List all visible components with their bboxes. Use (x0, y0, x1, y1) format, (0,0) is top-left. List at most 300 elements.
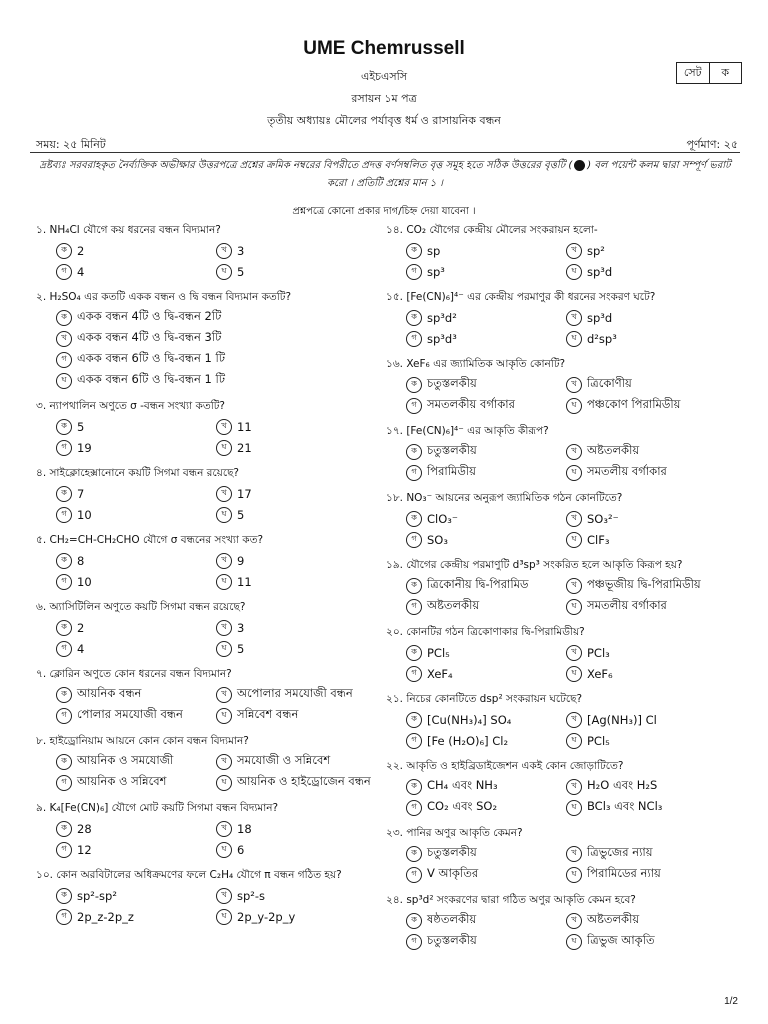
question-line (386, 489, 741, 508)
option-letter-circle: গ (56, 264, 72, 280)
option-letter-circle: গ (406, 331, 422, 347)
option-text: SO₃ (427, 532, 448, 547)
question-number: ২৪. (386, 894, 403, 906)
instructions-note: প্রশ্নপত্রে কোনো প্রকার দাগ/চিহ্ন দেয়া যাবেনা । (292, 206, 476, 217)
option-letter-circle: গ (406, 733, 422, 749)
option-text: 2 (77, 243, 85, 258)
questions-right-column (386, 221, 741, 958)
answer-option[interactable] (216, 240, 396, 261)
option-letter-circle: ক (56, 888, 72, 904)
answer-option[interactable] (406, 797, 566, 818)
option-letter-circle: ঘ (216, 775, 232, 791)
set-label: সেট (683, 65, 702, 79)
option-letter-circle: ঘ (216, 842, 232, 858)
option-text: sp³d³ (427, 331, 457, 346)
answer-option[interactable] (566, 864, 746, 885)
option-text: চতুস্তলকীয় (427, 443, 477, 457)
question-item (386, 288, 741, 349)
question-number: ৪. (36, 467, 47, 479)
question-line (386, 891, 741, 910)
answer-option[interactable] (406, 596, 566, 617)
question-text: ক্লোরিন অণুতে কোন ধরনের বন্ধন বিদ্যমান? (49, 668, 232, 680)
filled-circle-icon (574, 160, 585, 171)
answer-option[interactable] (566, 529, 746, 550)
answer-option[interactable] (56, 550, 216, 571)
question-line (386, 556, 741, 575)
question-number: ৫. (36, 534, 47, 546)
option-text: পঞ্চভূজীয় দ্বি-পিরামিডীয় (587, 577, 701, 591)
option-text: পিরামিডীয় (427, 464, 476, 478)
option-letter-circle: ঘ (56, 373, 72, 389)
option-letter-circle: গ (56, 440, 72, 456)
answer-option[interactable] (566, 843, 746, 864)
answer-option[interactable] (566, 730, 746, 751)
options-group (386, 508, 741, 550)
options-group (386, 441, 741, 483)
option-letter-circle: ঘ (216, 507, 232, 523)
question-number: ২৩. (386, 827, 403, 839)
option-text: 3 (237, 243, 245, 258)
question-number: ১৫. (386, 291, 403, 303)
options-group (386, 776, 741, 818)
option-letter-circle: খ (566, 779, 582, 795)
question-number: ১০. (36, 869, 53, 881)
option-letter-circle: ঘ (216, 574, 232, 590)
question-text: আকৃতি ও হাইব্রিডাইজেশন একই কোন জোড়াটিতে? (406, 760, 624, 772)
option-letter-circle: ক (56, 486, 72, 502)
question-number: ৬. (36, 601, 47, 613)
answer-option[interactable] (566, 642, 746, 663)
answer-option[interactable] (216, 906, 396, 927)
question-number: ১৪. (386, 224, 403, 236)
question-text: কোন অরবিটালের অধিক্রমণের ফলে C₂H₄ যৌগে π বন্ধন গঠিত হয়? (56, 869, 342, 881)
answer-option[interactable] (406, 395, 566, 416)
answer-option[interactable] (406, 642, 566, 663)
option-text: অষ্টতলকীয় (427, 598, 480, 612)
answer-option[interactable] (216, 483, 396, 504)
option-letter-circle: ঘ (216, 641, 232, 657)
answer-option[interactable] (216, 504, 396, 525)
question-number: ২. (36, 291, 47, 303)
option-letter-circle: গ (406, 599, 422, 615)
option-text: একক বন্ধন 4টি ও দ্বি-বন্ধন 2টি (77, 309, 222, 323)
answer-option[interactable] (56, 705, 216, 726)
question-item (386, 623, 741, 684)
answer-option[interactable] (216, 617, 396, 638)
question-item (386, 891, 741, 952)
option-text: 6 (237, 842, 245, 857)
answer-option[interactable] (56, 328, 386, 349)
answer-option[interactable] (566, 240, 746, 261)
option-letter-circle: ঘ (566, 532, 582, 548)
option-letter-circle: গ (56, 775, 72, 791)
question-text: H₂SO₄ এর কতটি একক বন্ধন ও দ্বি বন্ধন বিদ্যমান কতটি? (49, 291, 292, 303)
answer-option[interactable] (406, 931, 566, 952)
answer-option[interactable] (406, 910, 566, 931)
answer-option[interactable] (406, 462, 566, 483)
header-divider (30, 152, 740, 153)
options-group (36, 416, 391, 458)
option-letter-circle: ঘ (566, 599, 582, 615)
option-text: 11 (237, 419, 252, 434)
option-text: একক বন্ধন 6টি ও দ্বি-বন্ধন 1 টি (77, 351, 226, 365)
question-line (36, 665, 391, 684)
answer-option[interactable] (216, 705, 396, 726)
option-text: ত্রিকোণীয় (587, 376, 632, 390)
option-letter-circle: খ (216, 888, 232, 904)
answer-option[interactable] (216, 818, 396, 839)
option-letter-circle: খ (566, 444, 582, 460)
answer-option[interactable] (56, 349, 386, 370)
option-letter-circle: গ (406, 934, 422, 950)
option-text: sp (427, 243, 441, 258)
option-text: একক বন্ধন 4টি ও দ্বি-বন্ধন 3টি (77, 330, 222, 344)
answer-option[interactable] (406, 374, 566, 395)
answer-option[interactable] (56, 571, 216, 592)
answer-option[interactable] (216, 550, 396, 571)
question-text: কোনটির গঠন ত্রিকোণাকার দ্বি-পিরামিডীয়? (406, 626, 585, 638)
option-letter-circle: খ (216, 620, 232, 636)
question-item (36, 732, 391, 793)
option-letter-circle: ক (56, 620, 72, 636)
option-text: আয়নিক ও হাইড্রোজেন বন্ধন (237, 774, 371, 788)
question-text: CH₂=CH-CH₂CHO যৌগে σ বন্ধনের সংখ্যা কত? (49, 534, 264, 546)
option-letter-circle: গ (56, 842, 72, 858)
answer-option[interactable] (406, 843, 566, 864)
question-item (36, 397, 391, 458)
option-letter-circle: গ (56, 352, 72, 368)
answer-option[interactable] (56, 751, 216, 772)
option-letter-circle: ক (56, 419, 72, 435)
option-letter-circle: ক (406, 511, 422, 527)
option-text: ClF₃ (587, 532, 610, 547)
option-text: চতুস্তলকীয় (427, 376, 477, 390)
answer-option[interactable] (566, 931, 746, 952)
option-text: 3 (237, 620, 245, 635)
option-letter-circle: ক (406, 913, 422, 929)
option-letter-circle: ক (406, 444, 422, 460)
option-text: V আকৃতির (427, 866, 479, 880)
option-text: XeF₆ (587, 666, 613, 681)
option-letter-circle: খ (566, 511, 582, 527)
option-letter-circle: ঘ (566, 398, 582, 414)
answer-option[interactable] (406, 307, 566, 328)
question-line (386, 623, 741, 642)
option-letter-circle: গ (406, 666, 422, 682)
answer-option[interactable] (216, 638, 396, 659)
answer-option[interactable] (56, 416, 216, 437)
option-text: d²sp³ (587, 331, 617, 346)
option-letter-circle: ক (406, 712, 422, 728)
answer-option[interactable] (216, 437, 396, 458)
option-text: 10 (77, 507, 92, 522)
answer-option[interactable] (406, 441, 566, 462)
answer-option[interactable] (56, 684, 216, 705)
option-text: সমতলকীয় বর্গাকার (427, 397, 515, 411)
exam-title: UME Chemrussell (303, 38, 465, 59)
option-letter-circle: খ (56, 331, 72, 347)
option-text: পিরামিডের ন্যায় (587, 866, 661, 880)
answer-option[interactable] (406, 240, 566, 261)
answer-option[interactable] (406, 508, 566, 529)
option-letter-circle: খ (566, 846, 582, 862)
options-group (386, 374, 741, 416)
question-line (36, 464, 391, 483)
option-letter-circle: ক (406, 310, 422, 326)
option-text: 5 (237, 641, 245, 656)
option-letter-circle: গ (406, 264, 422, 280)
option-letter-circle: খ (566, 243, 582, 259)
option-letter-circle: খ (216, 553, 232, 569)
option-letter-circle: খ (216, 754, 232, 770)
options-group (36, 240, 391, 282)
option-text: 4 (77, 264, 85, 279)
question-text: K₄[Fe(CN)₆] যৌগে মোট কয়টি সিগমা বন্ধন বিদ্যমান? (49, 802, 279, 814)
option-text: অপোলার সমযোজী বন্ধন (237, 686, 353, 700)
option-letter-circle: গ (406, 465, 422, 481)
option-letter-circle: ক (56, 310, 72, 326)
question-line (36, 866, 391, 885)
answer-option[interactable] (566, 797, 746, 818)
answer-option[interactable] (406, 864, 566, 885)
option-text: 10 (77, 574, 92, 589)
option-letter-circle: গ (406, 398, 422, 414)
answer-option[interactable] (566, 709, 746, 730)
answer-option[interactable] (566, 910, 746, 931)
option-text: sp² (587, 243, 605, 258)
option-text: 17 (237, 486, 252, 501)
question-item (36, 665, 391, 726)
option-text: 9 (237, 553, 245, 568)
answer-option[interactable] (56, 617, 216, 638)
answer-option[interactable] (566, 575, 746, 596)
answer-option[interactable] (56, 504, 216, 525)
option-text: [Cu(NH₃)₄] SO₄ (427, 712, 512, 727)
answer-option[interactable] (56, 240, 216, 261)
answer-option[interactable] (56, 818, 216, 839)
question-number: ১৬. (386, 358, 403, 370)
option-text: XeF₄ (427, 666, 453, 681)
option-letter-circle: ঘ (216, 264, 232, 280)
set-value: ক (709, 63, 742, 83)
option-text: PCl₅ (427, 645, 450, 660)
option-text: sp³ (427, 264, 445, 279)
question-number: ১. (36, 224, 47, 236)
answer-option[interactable] (566, 328, 746, 349)
answer-option[interactable] (216, 839, 396, 860)
answer-option[interactable] (566, 261, 746, 282)
option-text: 5 (237, 264, 245, 279)
answer-option[interactable] (56, 437, 216, 458)
answer-option[interactable] (216, 751, 396, 772)
page-number: 1/2 (724, 996, 738, 1007)
option-letter-circle: ঘ (566, 264, 582, 280)
answer-option[interactable] (566, 441, 746, 462)
option-text: অষ্টতলকীয় (587, 443, 640, 457)
option-text: sp³d² (427, 310, 457, 325)
instructions-text-before: দ্রষ্টব্যঃ সরবরাহকৃত নৈর্ব্যক্তিক অভীক্ষার উত্তরপত্রে প্রশ্নের ক্রমিক নম্বরের বিপরীতে প্রদত্ত বর্ণসম্বলিত বৃত্ত সমূহ হতে সঠিক উত্তরের বৃত্তটি ( (39, 160, 573, 171)
option-text: CH₄ এবং NH₃ (427, 778, 498, 792)
answer-option[interactable] (56, 839, 216, 860)
option-text: sp²-sp² (77, 888, 117, 903)
question-item (386, 824, 741, 885)
option-letter-circle: খ (566, 712, 582, 728)
option-text: সমযোজী ও সন্নিবেশ (237, 753, 331, 767)
answer-option[interactable] (216, 416, 396, 437)
option-letter-circle: ক (56, 243, 72, 259)
option-text: 2p_z-2p_z (77, 909, 134, 924)
question-item (386, 355, 741, 416)
question-line (36, 799, 391, 818)
option-letter-circle: খ (566, 310, 582, 326)
question-line (36, 397, 391, 416)
option-letter-circle: ক (56, 821, 72, 837)
question-line (36, 288, 391, 307)
option-text: সন্নিবেশ বন্ধন (237, 707, 299, 721)
option-text: PCl₅ (587, 733, 610, 748)
question-item (36, 866, 391, 927)
question-text: sp³d² সংকরণের দ্বারা গঠিত অণুর আকৃতি কেমন হবে? (406, 894, 636, 906)
option-letter-circle: খ (216, 486, 232, 502)
option-text: আয়নিক ও সন্নিবেশ (77, 774, 167, 788)
answer-option[interactable] (566, 395, 746, 416)
exam-time: সময়: ২৫ মিনিট (36, 138, 106, 151)
option-letter-circle: ঘ (566, 465, 582, 481)
answer-option[interactable] (406, 261, 566, 282)
exam-level: এইচএসসি (360, 70, 408, 83)
question-line (36, 732, 391, 751)
answer-option[interactable] (406, 776, 566, 797)
answer-option[interactable] (406, 709, 566, 730)
option-text: PCl₃ (587, 645, 610, 660)
question-text: অ্যাসিটিলিন অণুতে কয়টি সিগমা বন্ধন রয়েছে? (49, 601, 246, 613)
option-text: একক বন্ধন 6টি ও দ্বি-বন্ধন 1 টি (77, 372, 226, 386)
options-group (36, 751, 391, 793)
question-number: ২০. (386, 626, 403, 638)
option-letter-circle: ঘ (216, 708, 232, 724)
option-letter-circle: খ (566, 578, 582, 594)
question-item (36, 598, 391, 659)
answer-option[interactable] (56, 885, 216, 906)
option-letter-circle: ক (406, 243, 422, 259)
answer-option[interactable] (566, 462, 746, 483)
answer-option[interactable] (566, 596, 746, 617)
option-letter-circle: ক (56, 553, 72, 569)
question-line (36, 531, 391, 550)
question-text: ন্যাপথালিন অণুতে σ -বন্ধন সংখ্যা কতটি? (49, 400, 226, 412)
option-letter-circle: ঘ (566, 666, 582, 682)
options-group (386, 240, 741, 282)
answer-option[interactable] (406, 663, 566, 684)
option-text: 18 (237, 821, 252, 836)
question-number: ১৯. (386, 559, 403, 571)
answer-option[interactable] (406, 730, 566, 751)
option-letter-circle: ক (406, 645, 422, 661)
options-group (386, 575, 741, 617)
option-text: [Fe (H₂O)₆] Cl₂ (427, 733, 509, 748)
answer-option[interactable] (566, 776, 746, 797)
options-group (36, 818, 391, 860)
option-letter-circle: খ (566, 377, 582, 393)
option-text: 7 (77, 486, 85, 501)
option-text: আয়নিক ও সমযোজী (77, 753, 174, 767)
question-item (386, 690, 741, 751)
option-text: ত্রিভুজ আকৃতি (587, 933, 655, 947)
option-letter-circle: ঘ (566, 733, 582, 749)
answer-option[interactable] (56, 261, 216, 282)
answer-option[interactable] (566, 663, 746, 684)
options-group (36, 550, 391, 592)
answer-option[interactable] (56, 307, 386, 328)
question-item (386, 757, 741, 818)
option-text: 21 (237, 440, 252, 455)
answer-option[interactable] (216, 261, 396, 282)
question-item (36, 221, 391, 282)
question-text: NO₃⁻ আয়নের অনুরূপ জ্যামিতিক গঠন কোনটিতে? (406, 492, 623, 504)
option-text: sp³d (587, 264, 613, 279)
option-text: 8 (77, 553, 85, 568)
option-letter-circle: ক (406, 377, 422, 393)
answer-option[interactable] (56, 638, 216, 659)
answer-option[interactable] (216, 684, 396, 705)
options-group (36, 307, 391, 391)
question-text: সাইক্লোহেক্সানোনে কয়টি সিগমা বন্ধন রয়েছে? (49, 467, 240, 479)
options-group (386, 843, 741, 885)
options-group (36, 684, 391, 726)
answer-option[interactable] (566, 374, 746, 395)
answer-option[interactable] (406, 529, 566, 550)
question-number: ৯. (36, 802, 47, 814)
option-text: 2p_y-2p_y (237, 909, 296, 924)
option-letter-circle: খ (216, 821, 232, 837)
instructions (30, 157, 740, 193)
question-item (36, 799, 391, 860)
option-text: পঞ্চকোণ পিরামিডীয় (587, 397, 681, 411)
option-letter-circle: গ (56, 708, 72, 724)
questions-left-column (36, 221, 391, 933)
option-text: ত্রিভুজের ন্যায় (587, 845, 653, 859)
question-number: ৭. (36, 668, 47, 680)
answer-option[interactable] (216, 772, 396, 793)
question-item (36, 288, 391, 391)
option-letter-circle: গ (406, 800, 422, 816)
option-text: 19 (77, 440, 92, 455)
option-text: [Ag(NH₃)] Cl (587, 712, 657, 727)
option-letter-circle: ক (406, 578, 422, 594)
answer-option[interactable] (56, 483, 216, 504)
option-text: চতুস্তলকীয় (427, 933, 477, 947)
answer-option[interactable] (216, 885, 396, 906)
answer-option[interactable] (56, 906, 216, 927)
question-line (386, 422, 741, 441)
option-text: 11 (237, 574, 252, 589)
answer-option[interactable] (406, 575, 566, 596)
option-letter-circle: গ (56, 909, 72, 925)
option-text: sp³d (587, 310, 613, 325)
answer-option[interactable] (216, 571, 396, 592)
answer-option[interactable] (566, 307, 746, 328)
answer-option[interactable] (56, 772, 216, 793)
option-letter-circle: খ (566, 645, 582, 661)
option-text: BCl₃ এবং NCl₃ (587, 799, 663, 813)
answer-option[interactable] (406, 328, 566, 349)
option-text: চতুস্তলকীয় (427, 845, 477, 859)
option-text: sp²-s (237, 888, 266, 903)
question-text: যৌগের কেন্দ্রীয় পরমাণুটি d³sp³ সংকরিত হলে আকৃতি কিরূপ হয়? (406, 559, 683, 571)
answer-option[interactable] (566, 508, 746, 529)
option-text: 12 (77, 842, 92, 857)
answer-option[interactable] (56, 370, 386, 391)
